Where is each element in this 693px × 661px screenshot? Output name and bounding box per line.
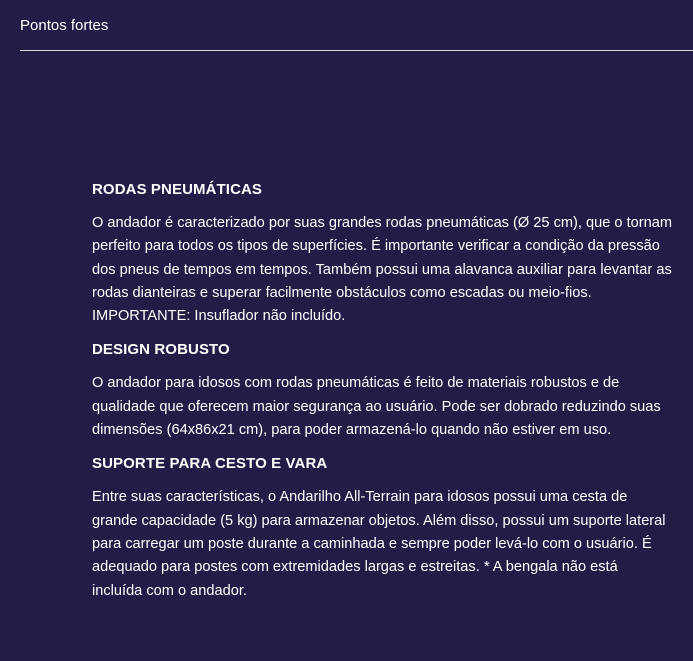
feature-title: DESIGN ROBUSTO — [92, 341, 230, 359]
feature-section — [92, 340, 672, 442]
feature-title: RODAS PNEUMÁTICAS — [92, 181, 263, 198]
feature-description: O andador para idosos com rodas pneumáticas é feito de materiais robustos e de qualidade que oferecem maior segurança ao usuário. Pode ser dobrado reduzindo suas dimensões (64x86x21 cm), para poder armazená-lo quando não estiver em uso. — [92, 375, 661, 439]
header-title: Pontos fortes — [20, 17, 109, 34]
features-content — [92, 180, 672, 615]
section-header — [20, 0, 693, 51]
feature-title: SUPORTE PARA CESTO E VARA — [92, 455, 328, 473]
feature-description: O andador é caracterizado por suas grandes rodas pneumáticas (Ø 25 cm), que o tornam perfeito para todos os tipos de superfícies. É importante verificar a condição da pressão dos pneus de tempos em tempos. Também possui uma alavanca auxiliar para levantar as rodas dianteiras e superar facilmente obstáculos como escadas ou meio-fios. IMPORTANTE: Insuflador não incluído. — [92, 215, 673, 325]
feature-section — [92, 180, 672, 328]
feature-section — [92, 454, 672, 602]
feature-description: Entre suas características, o Andarilho All-Terrain para idosos possui uma cesta de grande capacidade (5 kg) para armazenar objetos. Além disso, possui um suporte lateral para carregar um poste durante a caminhada e sempre poder levá-lo com o usuário. É adequado para postes com extremidades largas e estreitas. * A bengala não está incluída com o andador. — [92, 489, 666, 599]
